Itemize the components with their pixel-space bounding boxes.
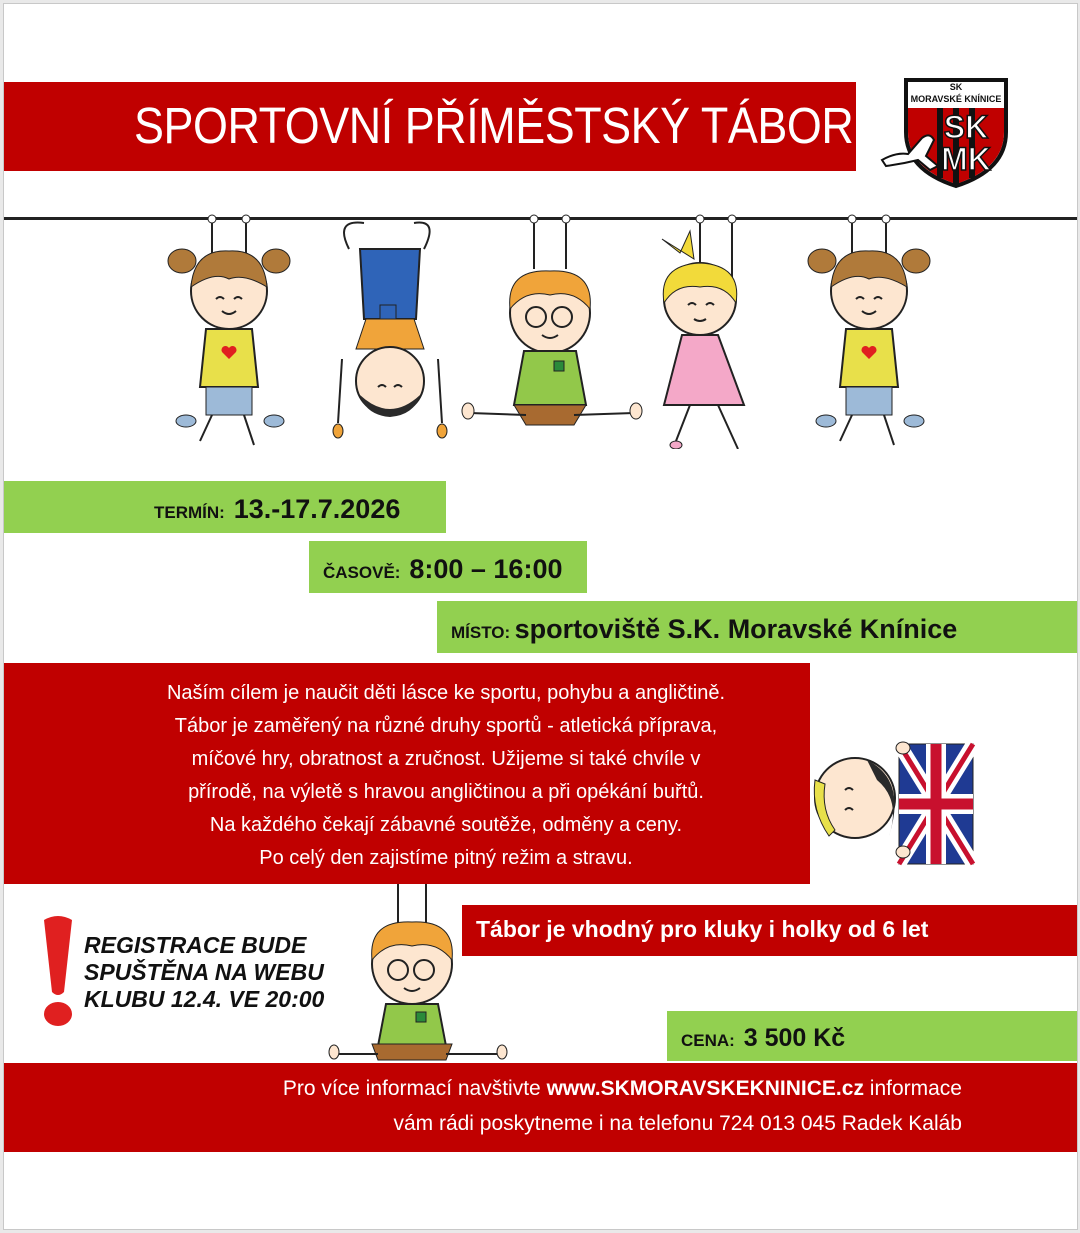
place-label: MÍSTO: [451, 623, 511, 642]
logo-letters-mk: MK [941, 141, 991, 177]
registration-line: KLUBU 12.4. VE 20:00 [84, 986, 325, 1012]
suitable-banner [462, 905, 1077, 956]
footer-suffix: informace [863, 1077, 962, 1100]
description-line: Na každého čekají zábavné soutěže, odměny a ceny. [209, 814, 683, 836]
footer-banner [4, 1063, 1077, 1152]
place-bar [437, 601, 1077, 653]
description-text [96, 677, 796, 875]
description-box [4, 663, 810, 884]
club-logo [878, 74, 1018, 190]
time-value: 8:00 – 16:00 [409, 554, 563, 584]
registration-line: SPUŠTĚNA NA WEBU [84, 959, 324, 985]
price-bar [667, 1011, 1077, 1061]
time-bar [309, 541, 587, 593]
description-line: Tábor je zaměřený na různé druhy sportů - atletická příprava, [174, 715, 718, 737]
upside-down-kid [333, 223, 447, 438]
footer-line-2: vám rádi poskytneme i na telefonu 724 013 045 Radek Kaláb [393, 1112, 962, 1135]
hanging-kids-illustration [134, 209, 964, 449]
footer-prefix: Pro více informací navštivte [282, 1077, 547, 1100]
footer-line-1 [283, 1077, 962, 1101]
description-line: Naším cílem je naučit děti lásce ke sportu, pohybu a angličtině. [166, 682, 726, 704]
term-value: 13.-17.7.2026 [233, 494, 401, 524]
registration-line: REGISTRACE BUDE [84, 932, 307, 958]
blonde-girl-kid [662, 215, 744, 449]
logo-letters-sk: SK [943, 109, 989, 145]
term-label: TERMÍN: [154, 503, 225, 522]
description-line: Po celý den zajistíme pitný režim a stravu. [259, 847, 633, 869]
logo-top-text: SK [949, 82, 963, 92]
poster-page [3, 3, 1078, 1230]
term-bar [4, 481, 446, 533]
description-line: přírodě, na výletě s hravou angličtinou a při opékání buřtů. [188, 781, 704, 803]
suitable-text: Tábor je vhodný pro kluky i holky od 6 let [476, 916, 929, 942]
time-label: ČASOVĚ: [323, 563, 401, 582]
place-value: sportoviště S.K. Moravské Knínice [514, 614, 958, 644]
price-label: CENA: [681, 1031, 735, 1050]
logo-name-text: MORAVSKÉ KNÍNICE [910, 94, 1002, 104]
kid-illustration [322, 884, 512, 1064]
uk-flag-icon [807, 740, 977, 870]
girl-kid-1 [168, 215, 290, 445]
description-line: míčové hry, obratnost a zručnost. Užijeme si také chvíle v [191, 748, 701, 770]
price-value: 3 500 Kč [743, 1024, 846, 1052]
registration-note [84, 932, 324, 1013]
title-banner [4, 82, 856, 171]
glasses-kid [462, 215, 642, 425]
page-title: SPORTOVNÍ PŘÍMĚSTSKÝ TÁBOR [134, 97, 854, 154]
club-website-link[interactable]: www.SKMORAVSKEKNINICE.cz [546, 1077, 864, 1100]
exclamation-icon [38, 914, 78, 1030]
girl-kid-2 [808, 215, 930, 445]
